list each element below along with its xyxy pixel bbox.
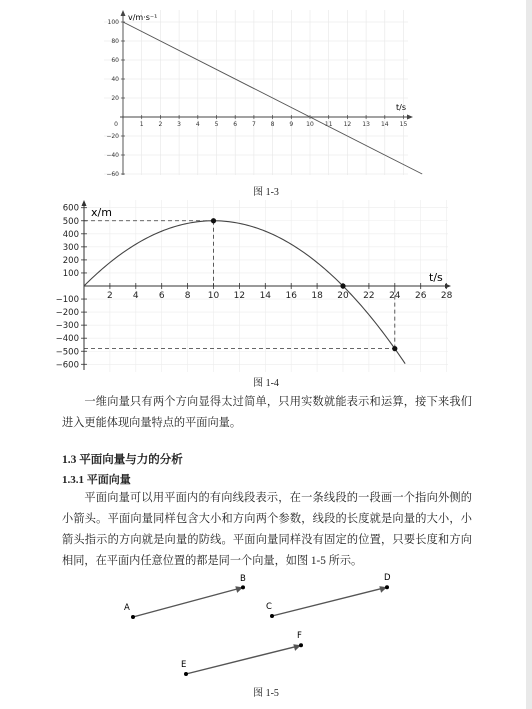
y-tick-label: −500	[55, 347, 79, 358]
subsection-title: 1.3.1 平面向量	[62, 474, 131, 486]
y-axis-label: x/m	[91, 206, 112, 219]
x-tick-label: 22	[363, 291, 375, 301]
y-tick-label: −40	[106, 152, 119, 159]
y-tick-label: 80	[111, 38, 119, 45]
x-tick-label: 18	[311, 291, 323, 301]
x-tick-label: 1	[139, 121, 144, 128]
x-tick-label: 11	[324, 121, 333, 128]
x-tick-label: 24	[389, 291, 401, 301]
x-tick-label: 14	[380, 121, 389, 128]
x-tick-label: 12	[343, 121, 352, 128]
vector-ab	[124, 574, 246, 619]
point-b-label: B	[240, 574, 246, 584]
vector-cd	[266, 573, 391, 618]
y-tick-label: −60	[106, 171, 119, 178]
y-tick-label: 600	[62, 203, 79, 214]
x-tick-label: 0	[114, 121, 118, 128]
x-tick-label: 10	[306, 121, 314, 128]
y-tick-label: −400	[55, 334, 79, 345]
x-tick-label: 4	[195, 121, 200, 128]
x-tick-label: 10	[207, 291, 220, 301]
y-tick-label: 100	[62, 268, 79, 279]
x-tick-label: 7	[251, 121, 256, 128]
x-tick-label: 4	[132, 291, 139, 301]
y-tick-label: 300	[62, 242, 79, 253]
x-tick-label: 2	[158, 121, 163, 128]
y-tick-label: 60	[111, 57, 119, 64]
x-tick-label: 26	[414, 291, 427, 301]
x-tick-label: 9	[289, 121, 294, 128]
x-tick-label: 6	[158, 291, 165, 301]
paragraph: 一维向量只有两个方向显得太过简单，只用实数就能表示和运算，接下来我们进入更能体现向量特点的平面向量。	[62, 396, 472, 429]
y-axis-label: v/m·s⁻¹	[128, 13, 158, 22]
y-tick-label: 20	[111, 95, 119, 102]
x-tick-label: 14	[259, 291, 272, 301]
y-tick-label: 500	[62, 216, 79, 227]
figure-caption: 图 1-4	[253, 378, 279, 389]
y-tick-label: 200	[62, 255, 79, 266]
x-tick-label: 28	[440, 291, 453, 301]
y-tick-label: −300	[55, 321, 79, 332]
vector-ef	[181, 631, 303, 676]
x-tick-label: 12	[233, 291, 246, 301]
x-tick-label: 8	[270, 121, 275, 128]
paragraph: 平面向量可以用平面内的有向线段表示，在一条线段的一段画一个指向外侧的小箭头。平面向量同样包含大小和方向两个参数，线段的长度就是向量的大小，小箭头指示的方向就是向量的防线。平面向量同样没有固定的位置，只要长度和方向相同，在平面内任意位置的都是同一个向量，如图 1-5 所示。	[62, 492, 472, 567]
y-tick-label: −600	[55, 360, 79, 371]
x-tick-label: 13	[362, 121, 370, 128]
x-tick-label: 20	[337, 291, 349, 301]
point-c-label: C	[266, 602, 272, 612]
y-tick-label: −20	[106, 133, 119, 140]
x-axis-label: t/s	[429, 271, 443, 284]
x-tick-label: 5	[214, 121, 219, 128]
x-tick-label: 2	[107, 291, 113, 301]
x-tick-label: 16	[285, 291, 297, 301]
x-tick-label: 6	[233, 121, 238, 128]
figure-caption: 图 1-5	[253, 688, 279, 699]
y-tick-label: −200	[55, 308, 79, 319]
page-edge	[526, 0, 532, 709]
point-e-label: E	[181, 660, 187, 670]
y-tick-label: 100	[107, 19, 119, 26]
y-tick-label: 400	[62, 229, 79, 240]
point-f-label: F	[297, 631, 302, 641]
x-tick-label: 8	[184, 291, 191, 301]
x-axis-label: t/s	[396, 103, 406, 112]
y-tick-label: 40	[111, 76, 119, 83]
point-d-label: D	[384, 573, 391, 583]
section-title: 1.3 平面向量与力的分析	[62, 454, 183, 466]
x-tick-label: 15	[399, 121, 408, 128]
figure-caption: 图 1-3	[253, 187, 279, 198]
x-tick-label: 3	[177, 121, 182, 128]
y-tick-label: −100	[55, 295, 79, 306]
point-a-label: A	[124, 603, 130, 613]
